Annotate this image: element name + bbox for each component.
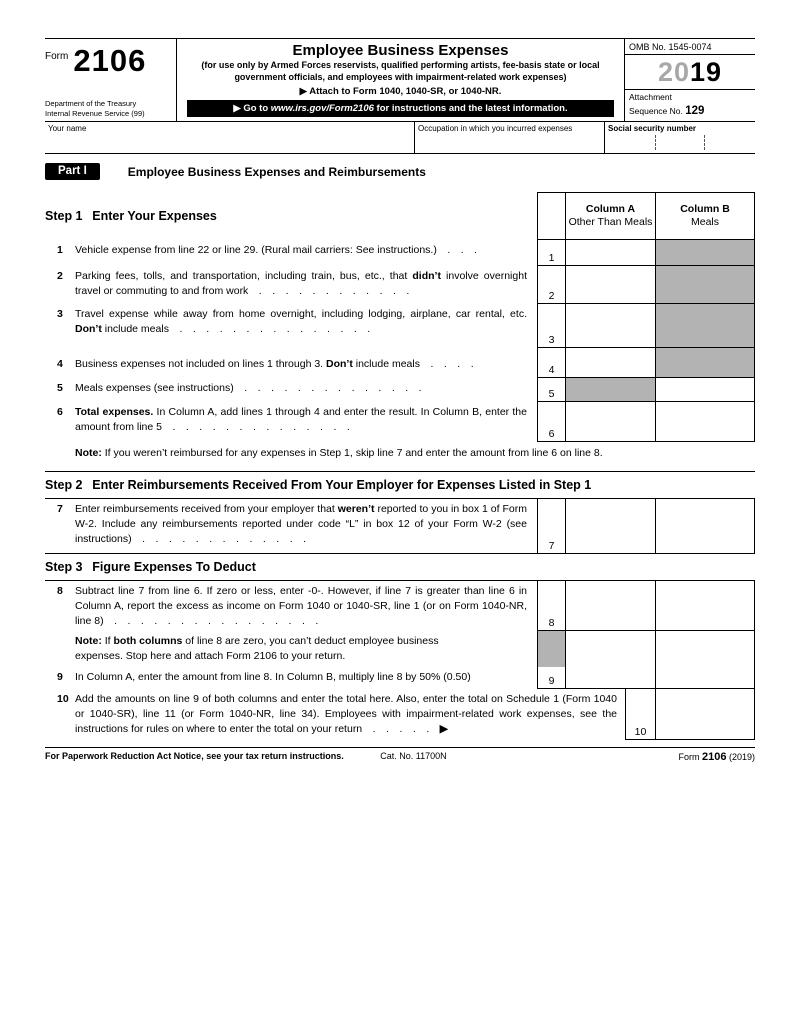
line8-note-shaded-box: [537, 631, 565, 667]
ssn-label: Social security number: [608, 124, 697, 134]
form-word-label: Form: [45, 51, 69, 62]
line4-text: Business expenses not included on lines 1 through 3. Don’t include meals . . . .: [75, 358, 474, 371]
attach-instruction: ▶ Attach to Form 1040, 1040-SR, or 1040-NR.: [299, 86, 502, 98]
line7-wrapper: [45, 499, 755, 554]
step3-title: Step 3 Figure Expenses To Deduct: [45, 554, 755, 581]
omb-block: [625, 39, 755, 121]
line-row-6: [45, 402, 755, 442]
goto-instruction: ▶ Go to www.irs.gov/Form2106 for instructions and the latest information.: [187, 100, 614, 117]
catalog-number: Cat. No. 11700N: [380, 750, 447, 761]
paperwork-notice: For Paperwork Reduction Act Notice, see your tax return instructions.: [45, 750, 344, 761]
footer-form-id: Form 2106 (2019): [678, 750, 755, 763]
line7-col-b-entry[interactable]: [655, 499, 755, 553]
line2-number: 2: [57, 270, 63, 283]
step1-title: Step 1 Enter Your Expenses: [45, 209, 217, 224]
part1-chip: Part I: [45, 163, 100, 180]
irs-label: Internal Revenue Service (99): [45, 108, 145, 118]
form-title: Employee Business Expenses: [292, 42, 509, 59]
line1-col-a-entry[interactable]: [565, 240, 655, 266]
form-number: 2106: [73, 43, 147, 78]
line-row-1: [45, 240, 755, 266]
line9-col-a-entry[interactable]: [565, 667, 655, 689]
occupation-field[interactable]: [415, 122, 605, 153]
line5-text: Meals expenses (see instructions) . . . . . . . . . . . . . .: [75, 382, 422, 395]
year-prefix: 20: [657, 56, 690, 87]
line-row-3: [45, 304, 755, 348]
step2-title: Step 2 Enter Reimbursements Received From Your Employer for Expenses Listed in Step 1: [45, 471, 755, 499]
line-row-9: [45, 667, 755, 689]
line5-number: 5: [57, 382, 63, 395]
year-suffix: 19: [690, 56, 723, 87]
dept-treasury-label: Department of the Treasury: [45, 98, 137, 108]
line8-col-b-entry[interactable]: [655, 581, 755, 631]
line2-col-a-entry[interactable]: [565, 266, 655, 304]
line1-col-b-shaded: [655, 240, 755, 266]
line7-text: Enter reimbursements received from your employer that weren’t reported to you in box 1 of Form W-2. Include any reimbursements reported under code “L” in box 12 of your Form W-2 (see instructions) . . . . . . . . . . . . .: [75, 503, 528, 545]
line8-note: Note: If both columns of line 8 are zero, you can’t deduct employee business expenses. Stop here and attach Form 2106 to your return.: [75, 635, 439, 663]
line-row-7: [45, 499, 755, 553]
form-number-block: [45, 39, 177, 121]
line5-ref-box: 5: [537, 378, 565, 402]
line4-col-a-entry[interactable]: [565, 348, 655, 378]
form-subtitle: (for use only by Armed Forces reservists, qualified performing artists, fee-basis state or local government officials, and employees with impairment-related work expenses): [201, 60, 600, 82]
line9-text: In Column A, enter the amount from line 8. In Column B, multiply line 8 by 50% (0.50): [75, 671, 471, 684]
line6-ref-box: 6: [537, 402, 565, 442]
line3-col-b-shaded: [655, 304, 755, 348]
form-header: [45, 38, 755, 122]
your-name-label: Your name: [48, 124, 87, 134]
line6-col-a-entry[interactable]: [565, 402, 655, 442]
line5-col-b-entry[interactable]: [655, 378, 755, 402]
line8-number: 8: [57, 585, 63, 598]
line7-number: 7: [57, 503, 63, 516]
line10-number: 10: [57, 693, 69, 706]
line5-col-a-shaded: [565, 378, 655, 402]
form-title-block: [177, 39, 625, 121]
step1-header-row: [45, 192, 755, 240]
line6-col-b-entry[interactable]: [655, 402, 755, 442]
omb-number: OMB No. 1545-0074: [625, 39, 755, 55]
attachment-label: Attachment: [629, 92, 672, 103]
line8-ref-box: 8: [537, 581, 565, 631]
line6-text: Total expenses. In Column A, add lines 1 through 4 and enter the result. In Column B, enter the amount from line 5 . . . . . . . . . . . . . .: [75, 406, 527, 434]
line3-text: Travel expense while away from home overnight, including lodging, airplane, car rental, etc. Don’t include meals . . . . . . . . . . . . . . .: [75, 308, 527, 336]
line4-ref-box: 4: [537, 348, 565, 378]
sequence-number: 129: [685, 104, 705, 117]
line4-col-b-shaded: [655, 348, 755, 378]
ssn-field[interactable]: [605, 122, 755, 153]
line-row-2: [45, 266, 755, 304]
your-name-field[interactable]: [45, 122, 415, 153]
tax-year: [625, 55, 755, 89]
line10-ref-box: 10: [625, 689, 655, 739]
sequence-label: Sequence No.: [629, 105, 683, 116]
part1-title: Employee Business Expenses and Reimbursements: [127, 164, 426, 179]
line7-ref-box: 7: [537, 499, 565, 553]
line-ref-header-cell: [537, 193, 565, 239]
line3-number: 3: [57, 308, 63, 321]
line-row-5: [45, 378, 755, 402]
line3-ref-box: 3: [537, 304, 565, 348]
line9-ref-box: 9: [537, 667, 565, 689]
line3-col-a-entry[interactable]: [565, 304, 655, 348]
line9-col-b-entry[interactable]: [655, 667, 755, 689]
line-row-10: [45, 689, 755, 739]
line2-col-b-shaded: [655, 266, 755, 304]
line-row-8: [45, 581, 755, 631]
line8-note-col-a: [565, 631, 655, 667]
line2-text: Parking fees, tolls, and transportation, including train, bus, etc., that didn’t involve overnight travel or commuting to and from work . . . . . . . . . . . .: [75, 270, 527, 298]
ssn-divider: [655, 135, 656, 150]
line7-col-a-entry[interactable]: [565, 499, 655, 553]
column-headers: [537, 192, 755, 240]
line6-number: 6: [57, 406, 63, 419]
identity-row: [45, 122, 755, 154]
line10-total-entry[interactable]: [655, 689, 755, 739]
column-a-header: Column A Other Than Meals: [565, 193, 655, 239]
line4-number: 4: [57, 358, 63, 371]
part1-bar: [45, 163, 755, 180]
line8-note-row: [45, 631, 755, 667]
line8-note-col-b: [655, 631, 755, 667]
line9-number: 9: [57, 671, 63, 684]
line10-text: Add the amounts on line 9 of both columns and enter the total here. Also, enter the total on Schedule 1 (Form 1040 or 1040-SR), line 11 (or Form 1040-NR, line 34). Employees with impairment-related work expenses, see the instructions for rules on where to enter the total on your return . . . . . ▶: [75, 693, 617, 735]
line8-col-a-entry[interactable]: [565, 581, 655, 631]
ssn-divider: [704, 135, 705, 150]
attachment-sequence: [625, 89, 755, 121]
line1-number: 1: [57, 244, 63, 257]
step1-note: Note: If you weren’t reimbursed for any expenses in Step 1, skip line 7 and enter the amount from line 6 on line 8.: [75, 447, 603, 460]
line-row-4: [45, 348, 755, 378]
column-b-header: Column B Meals: [655, 193, 755, 239]
line2-ref-box: 2: [537, 266, 565, 304]
line1-text: Vehicle expense from line 22 or line 29. (Rural mail carriers: See instructions.) . . .: [75, 244, 478, 257]
line1-ref-box: 1: [537, 240, 565, 266]
form-footer: [45, 747, 755, 763]
occupation-label: Occupation in which you incurred expenses: [418, 124, 573, 134]
line8-text: Subtract line 7 from line 6. If zero or less, enter -0-. However, if line 7 is greater than line 6 in Column A, report the excess as income on Form 1040 or 1040-SR, line 1 (or on Form 1040-NR, line 8) . . . . . . . . . . . . . . . .: [75, 585, 527, 627]
